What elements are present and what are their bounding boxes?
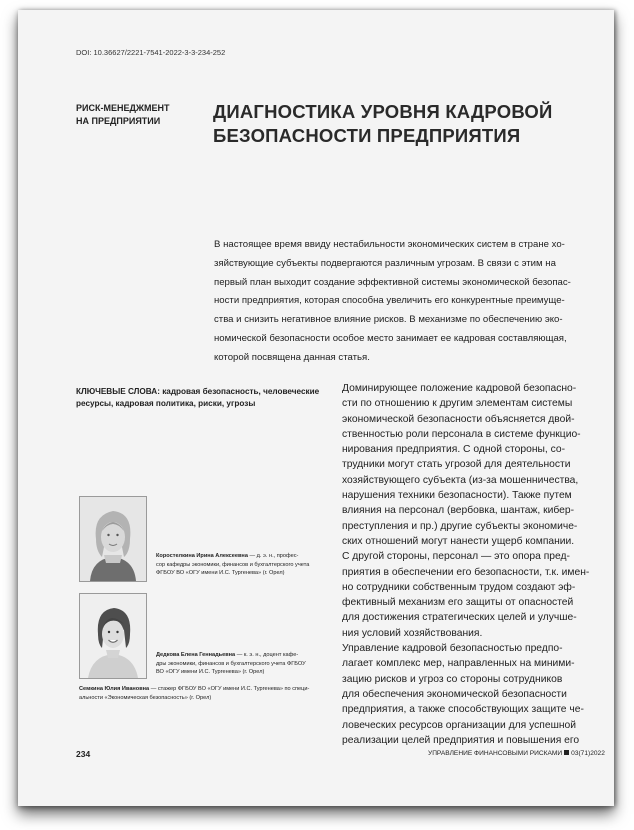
journal-page xyxy=(18,10,614,806)
keywords xyxy=(76,386,338,410)
body-line: ских отношений могут нанести ущерб компании. xyxy=(342,535,575,547)
author-photo-korostelkina xyxy=(79,496,147,582)
author-info-semkina xyxy=(79,685,339,702)
journal-footer xyxy=(428,750,605,757)
abstract xyxy=(214,236,596,368)
abstract-line: В настоящее время ввиду нестабильности экономических систем в стране хо- xyxy=(214,239,565,250)
body-line: для достижения стратегических целей и улучше- xyxy=(342,612,577,624)
abstract-line: которой посвящена данная статья. xyxy=(214,351,370,363)
author-affiliation: сор кафедры экономики, финансов и бухгалтерского учета xyxy=(156,561,310,568)
journal-issue: 03(71)2022 xyxy=(571,750,605,757)
rubric-line: НА ПРЕДПРИЯТИИ xyxy=(76,116,161,126)
doi: DOI: 10.36627/2221-7541-2022-3-3-234-252 xyxy=(76,48,226,57)
body-line: влияния на персонал (вербовка, шантаж, кибер- xyxy=(342,505,575,517)
body-line: преступления и пр.) другие субъекты экономиче- xyxy=(342,520,578,532)
body-line: реализации целей предприятия и повышения его xyxy=(342,734,580,746)
body-line: трудники могут стать угрозой для деятельности xyxy=(342,459,571,471)
body-line: Доминирующее положение кадровой безопасно- xyxy=(342,383,577,394)
body-line: приятия в обеспечении его безопасности, т.к. имен- xyxy=(342,566,590,578)
rubric-line: РИСК-МЕНЕДЖМЕНТ xyxy=(76,103,170,113)
body-line: хозяйствующего субъекта (из-за мошенничества, xyxy=(342,474,579,486)
body-line: Управление кадровой безопасностью предпо- xyxy=(342,643,563,655)
author-info-korostelkina xyxy=(156,552,326,578)
rubric xyxy=(76,102,196,128)
title-line: ДИАГНОСТИКА УРОВНЯ КАДРОВОЙ xyxy=(213,101,553,122)
abstract-line: ности предприятия, которая способна увеличить его конкурентные преимуще- xyxy=(214,295,565,307)
author-name: Дедкова Елена Геннадьевна xyxy=(156,652,236,658)
author-info-dedkova xyxy=(156,651,326,677)
body-line: для обеспечения экономической безопасности xyxy=(342,688,567,700)
body-line: С другой стороны, персонал — это опора пред- xyxy=(342,551,570,563)
author-affiliation: альности «Экономическая безопасность» (г. Орел) xyxy=(79,694,212,701)
body-line: ловеческих ресурсов организации для успешной xyxy=(342,719,576,731)
article-body xyxy=(342,381,590,748)
body-line: предприятия, а также способствующих защите че- xyxy=(342,704,584,716)
body-line: фективный механизм его защиты от опасностей xyxy=(342,597,574,609)
body-line: ственностью роли персонала в системе функцио- xyxy=(342,428,581,440)
keywords-text: ресурсы, кадровая политика, риски, угрозы xyxy=(76,399,256,408)
author-photo-dedkova xyxy=(79,593,147,679)
body-line: но сотрудники собственным трудом создают эф- xyxy=(342,581,576,593)
author-name: Коростелкина Ирина Алексеевна xyxy=(156,553,248,559)
author-affiliation: — стажер ФГБОУ ВО «ОГУ имени И.С. Тургенева» по специ- xyxy=(149,686,310,692)
author-affiliation: — д. э. н., профес- xyxy=(247,553,299,559)
keywords-label: КЛЮЧЕВЫЕ СЛОВА: xyxy=(76,387,160,396)
abstract-line: первый план выходит создание эффективной системы экономической безопас- xyxy=(214,276,571,288)
author-name: Семкина Юлия Ивановна xyxy=(79,686,150,692)
abstract-line: зяйствующие субъекты подвергаются различным угрозам. В связи с этим на xyxy=(214,257,556,269)
body-line: ния условий хозяйствования. xyxy=(342,627,483,639)
body-line: нирования предприятия. С одной стороны, со- xyxy=(342,444,566,456)
title-line: БЕЗОПАСНОСТИ ПРЕДПРИЯТИЯ xyxy=(213,125,521,146)
article-title xyxy=(213,100,593,148)
author-affiliation: ВО «ОГУ имени И.С. Тургенева» (г. Орел) xyxy=(156,669,265,676)
author-affiliation: дры экономики, финансов и бухгалтерского учета ФГБОУ xyxy=(156,660,306,667)
body-line: экономической безопасности объясняется двой- xyxy=(342,413,575,425)
author-affiliation: ФГБОУ ВО «ОГУ имени И.С. Тургенева» (г. Орел) xyxy=(156,570,285,577)
square-separator-icon xyxy=(564,750,569,755)
body-line: лагает комплекс мер, направленных на миними- xyxy=(342,658,575,670)
body-line: сти по отношению к другим элементам системы xyxy=(342,398,573,410)
journal-name: УПРАВЛЕНИЕ ФИНАНСОВЫМИ РИСКАМИ xyxy=(428,750,563,757)
abstract-line: ства и снизить негативное влияние рисков. В механизме по обеспечению эко- xyxy=(214,314,563,326)
abstract-line: номической безопасности особое место занимает ее кадровая составляющая, xyxy=(214,332,567,344)
body-line: нарушения техники безопасности). Также путем xyxy=(342,490,572,502)
author-affiliation: — к. э. н., доцент кафе- xyxy=(235,652,299,658)
body-line: зацию рисков и угроз со стороны сотрудников xyxy=(342,673,563,685)
page-number: 234 xyxy=(76,749,91,759)
keywords-text: кадровая безопасность, человеческие xyxy=(159,387,320,396)
